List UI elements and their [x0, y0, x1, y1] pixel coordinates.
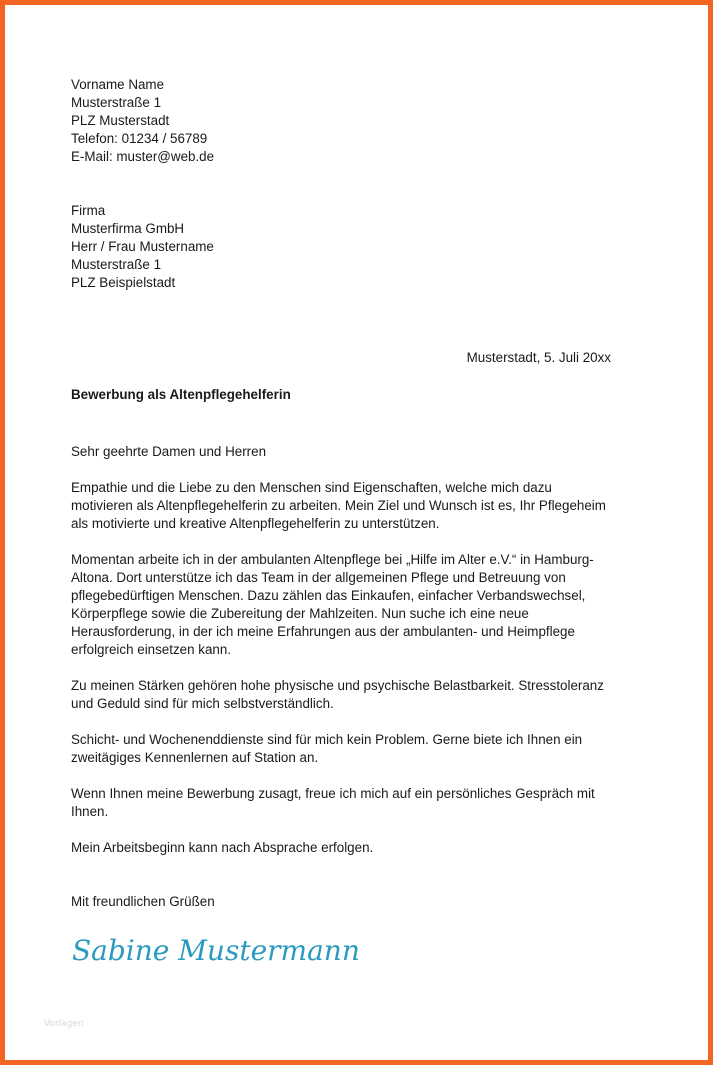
recipient-contact: Herr / Frau Mustername [71, 239, 214, 254]
paragraph-line: Ihnen. [71, 804, 109, 819]
sender-address [71, 76, 651, 166]
letter-subject: Bewerbung als Altenpflegehelferin [71, 387, 291, 402]
body-paragraph-3 [71, 677, 651, 713]
body-paragraph-1 [71, 479, 651, 533]
sender-name: Vorname Name [71, 77, 165, 92]
signature [68, 922, 360, 978]
paragraph-line: und Geduld sind für mich selbstverständlich. [71, 696, 334, 711]
body-paragraph-5 [71, 785, 651, 821]
paragraph-line: Momentan arbeite ich in der ambulanten Altenpflege bei „Hilfe im Alter e.V.“ in Hamburg- [71, 552, 594, 567]
paragraph-line: pflegebedürftigen Menschen. Dazu zählen das Einkaufen, einfacher Verbandswechsel, [71, 588, 586, 603]
paragraph-line: Altona. Dort unterstütze ich das Team in der allgemeinen Pflege und Betreuung von [71, 570, 566, 585]
paragraph-line: zweitägiges Kennenlernen auf Station an. [71, 750, 319, 765]
body-paragraph-2 [71, 551, 651, 659]
paragraph-line: erfolgreich einsetzen kann. [71, 642, 232, 657]
paragraph-line: Mein Arbeitsbeginn kann nach Absprache erfolgen. [71, 840, 374, 855]
paragraph-line: Körperpflege sowie die Zubereitung der Mahlzeiten. Nun suche ich eine neue [71, 606, 529, 621]
paragraph-line: Wenn Ihnen meine Bewerbung zusagt, freue ich mich auf ein persönliches Gespräch mit [71, 786, 595, 801]
sender-phone: Telefon: 01234 / 56789 [71, 131, 208, 146]
recipient-city: PLZ Beispielstadt [71, 275, 176, 290]
signature-text: Sabine Mustermann [72, 934, 360, 967]
watermark: Vorlagen [44, 1019, 84, 1029]
paragraph-line: als motivierte und kreative Altenpflegehelferin zu unterstützen. [71, 516, 440, 531]
paragraph-line: motivieren als Altenpflegehelferin zu arbeiten. Mein Ziel und Wunsch ist es, Ihr Pflegeheim [71, 498, 606, 513]
paragraph-line: Empathie und die Liebe zu den Menschen sind Eigenschaften, welche mich dazu [71, 480, 552, 495]
body-paragraph-4 [71, 731, 651, 767]
sender-city: PLZ Musterstadt [71, 113, 170, 128]
recipient-company-label: Firma [71, 203, 106, 218]
recipient-street: Musterstraße 1 [71, 257, 162, 272]
letter-page [10, 10, 703, 1055]
paragraph-line: Herausforderung, in der ich meine Erfahrungen aus der ambulanten- und Heimpflege [71, 624, 575, 639]
body-paragraph-6 [71, 839, 651, 857]
recipient-address [71, 202, 651, 292]
letter-date: Musterstadt, 5. Juli 20xx [466, 350, 611, 365]
paragraph-line: Zu meinen Stärken gehören hohe physische und psychische Belastbarkeit. Stresstoleranz [71, 678, 604, 693]
sender-email: E-Mail: muster@web.de [71, 149, 215, 164]
closing: Mit freundlichen Grüßen [71, 894, 215, 909]
recipient-company: Musterfirma GmbH [71, 221, 185, 236]
paragraph-line: Schicht- und Wochenenddienste sind für mich kein Problem. Gerne biete ich Ihnen ein [71, 732, 583, 747]
sender-street: Musterstraße 1 [71, 95, 162, 110]
salutation: Sehr geehrte Damen und Herren [71, 444, 267, 459]
